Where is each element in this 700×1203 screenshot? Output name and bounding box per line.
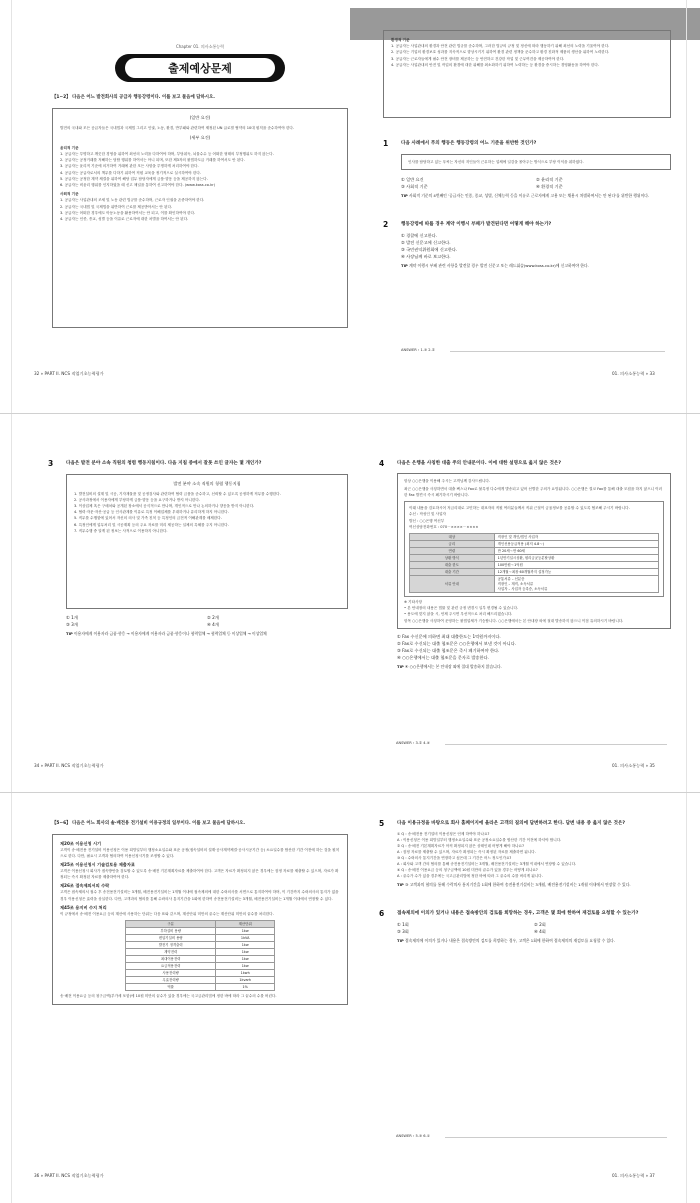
note-line: • 용도에 맞지 않을 시, 언제 주시면 우선적으로 처리 해드리겠습니다. [404, 612, 513, 617]
option-answer: A : 회사와 고객 간의 협의를 통해 송전용전기설비는 3개월, 배전용전기설비는 3개월 이내에서 연장할 수 있습니다. [397, 861, 577, 866]
note-line: • 본 안내장의 내용은 법률 및 관련 규정 변경시 일부 변경될 수 있습니다. [404, 606, 519, 611]
option[interactable]: ② 2개 [207, 614, 219, 620]
table-value: 1kw [216, 948, 275, 955]
footer-page-34: 34 » PART II. NCS 직업기초능력평가 [34, 763, 104, 768]
answer-rule [445, 1137, 667, 1138]
code-of-conduct-box [52, 108, 348, 328]
option[interactable]: ④ Q : 송·배전 이용요금 등의 청구금액에 10원 미만의 끝수가 있을 경우는 어떻게 되나요? [397, 867, 538, 872]
option[interactable]: ④ 환경적 기준 [536, 183, 563, 189]
table-value: 1년만기일시상환, 원리금균등분할상환 [494, 554, 658, 561]
social-item: 4. 공급자는 인종, 종교, 성별 등을 이유로 근로자에 대한 차별을 하여서는 안 된다. [60, 216, 189, 221]
spread-divider [0, 413, 700, 414]
box-title-2: (세부 요건) [189, 134, 211, 140]
option[interactable]: ④ 4개 [207, 621, 219, 627]
table-key: 서류 안내 [410, 575, 495, 592]
chapter-label: Chapter 01. 의사소통능력 [175, 44, 225, 49]
table-key: 최대이용전력 [126, 955, 216, 962]
guideline-item: 1. 발전설비의 설계 및 시공, 기자재물품 및 공정검사와 관련하여 협력 금품을 준수하고, 신뢰할 수 있도록 공정하게 직무를 수행한다. [74, 491, 281, 496]
env-item: 4. 공급자는 사업관내의 안전 및 작업의 환경에 대한 위해를 최소화하기 위하여 노력하는 등 환경을 중시하는 경영활동을 하여야 한다. [391, 62, 599, 67]
case-box [401, 154, 671, 170]
inner-line: 수신 : 작성인 및 사업자 [409, 512, 447, 517]
question-6 [379, 908, 671, 945]
article-body: 이 규정에서 송·배전 이용요금 등의 계산에 사용하는 단위는 다음 표와 같으며, 계산단위 미만의 끝수는 계산단위 미만의 끝수를 처리한다. [60, 911, 274, 916]
question-2 [383, 221, 671, 270]
article-head: 제26조 접속제의서의 수락 [60, 883, 110, 889]
guideline-item: 5. 직무를 수행함에 있어서 자신의 의사 및 가족 친척 등 특정인의 금전적 이해관계를 배제한다. [74, 516, 222, 521]
table-row [410, 547, 659, 554]
social-item: 2. 공급자는 국내법 및 국제법을 위반하여 근로를 제공받아서는 안 된다. [60, 204, 173, 209]
option[interactable]: ① 일반 요건 [401, 176, 424, 182]
unit-table [125, 920, 275, 991]
table-value: 1kvarh [216, 976, 275, 983]
table-key: 연령 [410, 547, 495, 554]
question-text: 행동강령에 따를 경우 계약 이행시 부패가 발견된다면 어떻게 해야 하는가? [401, 221, 552, 227]
tip-label: TIP [397, 881, 404, 887]
page-34 [48, 459, 348, 637]
title-pill [125, 58, 275, 78]
tip-label: TIP [401, 192, 408, 198]
tip-text: 계약 이행시 부패 관련 사항을 발견할 경우 발전 신문고 또는 레드휘슬(www.koss.co.kr)에 신고하여야 한다. [409, 263, 589, 269]
social-item: 1. 공급자는 사업관내의 조세 및 노동 관련 법규를 준수하며, 근로자 인권을 존중하여야 한다. [60, 198, 205, 203]
table-value: 1kwh [216, 969, 275, 976]
tip [397, 938, 671, 944]
group-header: 【5~6】 다음은 어느 회사의 솔·배전용 전기설비 이용규정의 일부이다. 이를 보고 물음에 답하시오. [52, 821, 246, 826]
option[interactable]: ③ Q : 수락의사 통지기간을 연장하고 싶은데 그 기간은 어느 정도인가요? [397, 855, 512, 860]
option[interactable]: ② Fax로 수신되는 대출 협조문은 ○○은행에서 보낸 것이 아니다. [397, 640, 517, 646]
table-row [126, 962, 275, 969]
option-answer: A : 이용신청은 이용 희망일부터 행정소요일수와 표준 공정소요일수를 합산한 기간 이전에 하셔야 합니다. [397, 837, 562, 842]
table-row [126, 983, 275, 990]
question-number: 5 [379, 819, 385, 828]
table-key: 계약전력 [126, 948, 216, 955]
option[interactable]: ③ 3회 [397, 929, 409, 934]
tip [397, 882, 671, 888]
loan-table [409, 533, 659, 593]
table-row [410, 575, 659, 592]
table-value: 직장인 및 개인/법인 사업자 [494, 533, 658, 540]
title-banner [115, 54, 285, 82]
answer-key: ANSWER › 3.② 4.④ [396, 741, 430, 745]
guideline-item: 6. 특정인에게 업무처리 및 시공계획 등의 주요 자료를 미리 제공하는 일체의 특혜를 주지 아니한다. [74, 522, 229, 527]
answer-key: ANSWER › 5.③ 6.① [396, 1134, 430, 1138]
ethics-item: 3. 공급자는 윤리적 기준에 의거하여 거래에 관한 모든 사항을 투명하게 처리하여야 한다. [60, 164, 199, 169]
table-row [126, 976, 275, 983]
ethics-item: 5. 공급자는 공정한 계약 체결을 위하여 해당 업무 담당자에게 금품·향응 등을 제공하지 않는다. [60, 176, 208, 181]
table-row [126, 941, 275, 948]
tip-text: 이용자에게 이용자라 금품·향응 → 이용자에게 이용자라 금품·향응이나 협력업체 → 협력업체 등 이상업체 → 이상업체 [74, 630, 267, 636]
article-body: 송·배전 이용요금 등의 청구금액(부가세 포함)에 10원 미만의 끝수가 있을 경우에는 국고금관리법에 정한 바에 따라 그 끝수의 수를 버린다. [60, 993, 277, 998]
table-value: 1kw [216, 927, 275, 934]
answer-options [401, 232, 671, 260]
table-key: 대출 한도 [410, 561, 495, 568]
table-value: 만 20세～만 60세 [494, 547, 658, 554]
tip-label: TIP [401, 263, 408, 269]
answer-key: ANSWER › 1.③ 2.② [401, 348, 435, 352]
question-number: 4 [379, 459, 385, 468]
footer-page-33: 01. 의사소통능력 » 33 [612, 371, 655, 376]
option[interactable]: ① Q : 송·배전용 전기설비 이용신청은 언제 하여야 하나요? [397, 831, 490, 836]
guideline-item: 7. 직무수행 중 알게 된 정보는 사적으로 이용하지 아니한다. [74, 528, 168, 533]
tip [397, 664, 671, 670]
table-value: 개인신용등급적용 (최저 4.8～) [494, 540, 658, 547]
env-item: 3. 공급자는 근로자들에게 필수 안전 장비를 제공하는 등 안전하고 건강한 작업 및 근무여건을 제공하여야 한다. [391, 56, 565, 61]
footer-page-37: 01. 의사소통능력 » 37 [612, 1173, 655, 1178]
table-key: 대상 [410, 533, 495, 540]
article-head: 제25조 이용신청시 기술검토용 제출자료 [60, 861, 135, 867]
answer-options [397, 633, 671, 661]
inner-line: 발신 : ○○은행 여신부 [409, 518, 445, 523]
guideline-item: 2. 공사과정에서 이용자에게 부당하게 금품·향응 등을 요구하거나 받지 아니한다. [74, 497, 200, 502]
table-key: 대출 기간 [410, 568, 495, 575]
box-paragraph: 발전의 국내와 모든 공급자들은 국내법과 국제법 그리고 인권, 노동, 환경, 반부패와 관련하여 제정된 UN 글로벌 협약의 10대 원칙을 준수하여야 한다. [60, 125, 295, 130]
option[interactable]: ① 1개 [66, 614, 78, 620]
option-answer: A : 잠정 자료를 제출할 수 있으며, 자료가 확정되는 즉시 확정된 자료를 제출하면 됩니다. [397, 849, 536, 854]
article-body: 고객이 송·배전용 전기설비 이용신청은 이용 희망일부터 행정소요일수와 표준 공정(접속설비의 설계·공사계약체결·공사시공기간 등) 소요일수를 합산한 기간 이전에 하는 것을 원칙으로 한다. 다만, 필요시 고객과 협의하여 이용신청시기를 조정할 수 있다. [60, 847, 340, 858]
ethics-item: 4. 공급자는 공급자로서의 책무를 다하기 위하여 직원 교육을 정기적으로 실시하여야 한다. [60, 170, 201, 175]
option-answer: A : 끝수가 수가 있을 경우에는 국고금관리법에 정한 바에 따라 그 끝수의 수를 버리게 됩니다. [397, 873, 543, 878]
regulation-box [52, 834, 348, 1006]
article-head: 제45조 용지비 수지 처리 [60, 904, 107, 910]
table-value: 12개월～최장 60개월까지 설정가능 [494, 568, 658, 575]
inner-line: 이래 내용을 검토하시어 저금리대로 고민하는 대표자의 직원 여러분들께서 직위 근절이 금융정보를 공유할 수 있도록 협조해 주시기 바랍니다. [409, 506, 630, 511]
table-row [410, 533, 659, 540]
table-row [126, 948, 275, 955]
table-value: 1% [216, 983, 275, 990]
table-row [126, 955, 275, 962]
table-row [410, 554, 659, 561]
notice-line: 최근 ○○은행을 사칭하면서 대출 팩스나 Fax로 불특정 다수에게 발송되고 있어 선별한 주의가 요망됩니다. ○○은행은 결코 Fax를 통해 대출 모집을 하지 않으니 이러한 Fax 발견시 즉시 폐기하시기 바랍니다. [404, 486, 663, 497]
answer-options [401, 176, 671, 190]
table-row [410, 568, 659, 575]
article-body: 고객은 접속제의서 접수 후 송전용전기설비는 3개월, 배전용전기설비는 1개월 이내에 접속제의에 대한 수락의사를 서면으로 통지하여야 하며, 이 기간까지 수락의사의 통지가 없을 경우 이용신청은 효력을 상실한다. 다만, 고객과의 협의를 통해 수락의사 통지기간을 1회에 한하여 송전용전기설비는 3개월, 배전용전기설비는 1개월 이내에서 연장할 수 있다. [60, 890, 339, 901]
tip [401, 193, 671, 199]
question-4 [379, 459, 671, 670]
option[interactable]: ② 윤리적 기준 [536, 176, 563, 182]
group-header: 【1~2】 다음은 어느 발전회사의 공급자 행동강령이다. 이를 보고 물음에 답하시오. [52, 95, 215, 100]
question-3 [48, 459, 348, 637]
table-value: 공통서류 – 신분증 직장인 – 재직, 소득서류 사업자 – 사업자 등록증, 소득서류 [494, 575, 658, 592]
ethics-item: 1. 공급자는 투명하고 깨끗한 경영을 위하여 최선의 노력을 다하여야 하며, 부당취득, 뇌물수수 등 어떠한 형태의 부정행위도 하지 않는다. [60, 151, 274, 156]
table-row [126, 969, 275, 976]
table-row [410, 540, 659, 547]
footer-page-35: 01. 의사소통능력 » 35 [612, 763, 655, 768]
option[interactable]: ③ 국민권익위원회에 신고한다. [401, 247, 458, 253]
spread-2 [0, 440, 700, 780]
env-item: 2. 공급자는 기업의 환경보호 성과를 지속적으로 향상시키기 위하여 환경 관련 정책을 준수하고 환경 친화적 제품의 생산을 위하여 노력한다. [391, 50, 610, 55]
tip-text: ④ ○○은행에서는 본 안내장 외에 절대 발송하지 않습니다. [405, 663, 502, 669]
tip-text: 사회적 기준의 4번째인 '공급자는 인종, 종교, 성별, 신체능력 등을 이유로 근로자에게 고용 또는 채용시 차별하여서는 안 된다'를 위반한 행위이다. [409, 192, 650, 198]
sec-social-head: 사회적 기준 [60, 192, 79, 197]
loan-notice-box [397, 473, 671, 629]
question-number: 2 [383, 219, 389, 229]
answer-rule [445, 744, 667, 745]
tip-label: TIP [397, 938, 404, 943]
option[interactable]: ④ 사장님께 바로 보고한다. [401, 254, 451, 260]
table-row [126, 927, 275, 934]
env-head: 환경적 기준 [391, 38, 410, 42]
answer-options [397, 921, 671, 935]
table-key: 무효전력량 [126, 976, 216, 983]
table-key: 변압기설비 용량 [126, 934, 216, 941]
box-title: 발전 분야 소속 직원의 청렴 행동지침 [173, 480, 241, 486]
table-value: 1kw [216, 962, 275, 969]
env-standards-box [383, 30, 671, 118]
table-header: 구분 [126, 920, 216, 927]
note-line: 항목 ○○은행을 사칭하여 운영하는 불법업체가 기승합니다. ○○은행에서는 본 안내장 외에 절대 발송하지 않으니 이점 유의하시기 바랍니다. [404, 618, 624, 623]
table-key: 금리 [410, 540, 495, 547]
option[interactable]: ② 2회 [534, 922, 546, 927]
option[interactable]: ① 경찰에 신고한다. [401, 233, 438, 239]
option[interactable]: ③ 3개 [66, 621, 78, 627]
tip [401, 263, 671, 269]
inner-notice [404, 501, 664, 597]
option[interactable]: ④ 4회 [534, 929, 546, 934]
option[interactable]: ③ 사회적 기준 [401, 183, 428, 189]
spread-1 [0, 0, 700, 390]
question-text: 다음 사례에서 푸의 행동은 행동강령의 어느 기준을 위반한 것인가? [401, 141, 537, 146]
tip-text: 접속제의에 이의가 있거나 내용은 접속방안의 검토를 희망하는 경우, 고객은 1회에 한하여 접속제의의 재검토를 요청할 수 있다. [405, 938, 616, 943]
guideline-item: 4. 협력·자문·자산·공급 등 인사관계를 이유로 특정 이해업체를 우대하거나 유리하게 하지 아니한다. [74, 510, 229, 515]
option[interactable]: ② 발전 신문고에 신고한다. [401, 240, 451, 246]
page-33 [383, 30, 671, 269]
question-text: 다음은 은행을 사칭한 대출 주의 안내문이다. 이에 대한 설명으로 옳지 않은 것은? [397, 461, 562, 466]
tip [66, 631, 348, 637]
question-text: 다음 이용규정을 바탕으로 회사 홈페이지에 올라온 고객의 질의에 답변하려고 한다. 답변 내용 중 옳지 않은 것은? [397, 821, 626, 826]
answer-rule [450, 351, 665, 352]
question-1 [383, 140, 671, 199]
table-key: 요금적용전력 [126, 962, 216, 969]
ethics-item: 6. 공급자는 비윤리 행위를 인지하였을 때 신고 채널을 통하여 신고하여야 한다. (www.koss.co.kr) [60, 182, 216, 187]
tip-text: ③ 고객과의 협의를 통해 수락의사 통지기간을 1회에 한하여 송전용전기설비는 3개월, 배전용전기설비는 1개월 이내에서 연장할 수 있다. [405, 881, 631, 887]
page-37 [379, 819, 671, 944]
note-line: ※ 기타사항 [404, 599, 423, 604]
case-text: 인사를 담당하고 있는 푸씨는 자신의 지인들이 근무하는 업체에 일감을 몰아주는 방식으로 부당 이익을 취하였다. [408, 159, 584, 164]
integrity-guideline-box [66, 474, 348, 609]
article-body: 고객은 이용신청시 회사가 접속방안을 검토할 수 있도록 송·배전 기본계획자료를 제출하여야 한다. 고객은 자료가 확정되지 않은 경우에는 잠정 자료를 제출할 수 있으며, 자료가 확정되는 즉시 확정된 자료를 제출하여야 한다. [60, 868, 339, 880]
table-value: 100만원～1억원 [494, 561, 658, 568]
footer-page-36: 36 » PART II. NCS 직업기초능력평가 [34, 1173, 104, 1178]
table-value: 1kw [216, 955, 275, 962]
option[interactable]: ④ ○○은행에서는 대출 협조문을 문자로 발송한다. [397, 654, 489, 660]
guideline-item: 3. 이상업체 혹은 구매처와 공개된 장소에서 공식적으로 만나며, 개인적으로 만나 논의하거나 향응을 받지 아니한다. [74, 503, 255, 508]
table-key: 상환 방식 [410, 554, 495, 561]
question-number: 3 [48, 459, 54, 468]
question-5 [379, 819, 671, 888]
article-head: 제20조 이용신청 시기 [60, 840, 102, 846]
footer-page-32: 32 » PART II. NCS 직업기초능력평가 [34, 371, 104, 376]
table-value: 1kw [216, 941, 275, 948]
table-value: 1kVA [216, 934, 275, 941]
tip-label: TIP [397, 663, 404, 669]
question-text: 접속제의에 이의가 있거나 내용은 접속방안의 검토를 희망하는 경우, 고객은 몇 회에 한하여 재검토를 요청할 수 있는가? [397, 910, 639, 916]
question-text: 다음은 발전 분야 소속 직원의 청렴 행동지침이다. 다음 지침 중에서 잘못 쓰인 글자는 몇 개인가? [66, 461, 262, 466]
table-key: 사용전력량 [126, 969, 216, 976]
option[interactable]: ② Q : 송·배전 기본계획자료가 아직 확정되지 않은 상태인데 어떻게 해야 하나요? [397, 843, 525, 848]
inner-line: 여신상담전화번호 : 070－××××－×××× [409, 524, 479, 529]
ethics-item: 2. 공급자는 공정거래를 저해하는 담합 행위를 하여서는 아니 되며, 또한 제3자의 불법하도급 거래를 하여서도 안 된다. [60, 158, 245, 163]
question-number: 6 [379, 908, 385, 918]
page-title: 출제예상문제 [168, 62, 232, 75]
spread-divider [0, 792, 700, 793]
option[interactable]: ① 1회 [397, 922, 409, 927]
table-key: 발전기 정격출력 [126, 941, 216, 948]
env-item: 1. 공급자는 사업관내의 환경과 안전 관련 법규를 준수하며, 그러한 법규의 규정 및 정신에 따라 행동하기 위해 최선의 노력을 기울여야 한다. [391, 44, 610, 49]
tip-label: TIP [66, 630, 73, 636]
table-key: 역률 [126, 983, 216, 990]
page-36 [52, 820, 348, 1005]
social-item: 3. 공급자는 어떠한 경우에도 아동노동을 활용하여서는 안 되고, 이를 확인하여야 한다. [60, 210, 196, 215]
option[interactable]: ① Fax 수신문에 의하면 최대 대출한도는 1억원까지이다. [397, 633, 501, 639]
answer-options [397, 831, 671, 879]
option[interactable]: ③ Fax로 수신되는 대출 협조문은 즉시 폐기하여야 한다. [397, 647, 500, 653]
table-key: 부하설비 용량 [126, 927, 216, 934]
table-header: 계산단위 [216, 920, 275, 927]
sec-ethics-head: 윤리적 기준 [60, 145, 79, 150]
question-number: 1 [383, 139, 389, 148]
table-row [410, 561, 659, 568]
page-35 [379, 459, 671, 670]
table-row [126, 934, 275, 941]
answer-options [66, 614, 348, 628]
spread-3 [0, 820, 700, 1203]
notice-line: 항상 ○○은행을 이용해 주시는 고객님께 감사드립니다. [404, 478, 491, 483]
box-title: (일반 요건) [189, 114, 211, 120]
page-32 [52, 44, 348, 328]
